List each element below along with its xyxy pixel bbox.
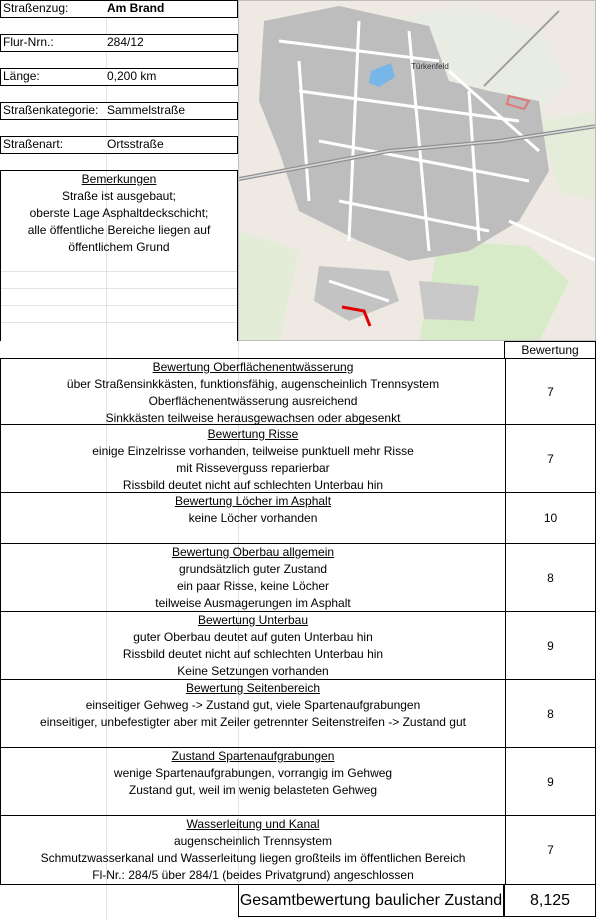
section-title: Bewertung Risse (207, 427, 299, 441)
section-title: Bewertung Oberbau allgemein (171, 545, 335, 559)
remarks-box (0, 170, 238, 341)
flur-value: 284/12 (107, 35, 144, 49)
section-superstructure (0, 544, 596, 612)
section-title: Wasserleitung und Kanal (186, 817, 320, 831)
section-holes (0, 493, 596, 544)
section-line: grundsätzlich guter Zustand (178, 562, 328, 576)
category-value: Sammelstraße (107, 103, 186, 117)
section-score: 9 (505, 748, 595, 815)
remarks-line: oberste Lage Asphaltdeckschicht; (29, 206, 209, 220)
section-line: über Straßensinkkästen, funktionsfähig, augenscheinlich Trennsystem (66, 377, 440, 391)
flur-box (0, 34, 238, 52)
section-side-area (0, 680, 596, 748)
section-score: 7 (505, 425, 595, 492)
total-value: 8,125 (504, 885, 596, 917)
section-line: teilweise Ausmagerungen im Asphalt (155, 596, 351, 610)
type-box (0, 136, 238, 154)
section-line: keine Löcher vorhanden (188, 511, 318, 525)
length-value: 0,200 km (107, 69, 157, 83)
section-line: einige Einzelrisse vorhanden, teilweise punktuell mehr Risse (92, 444, 414, 458)
section-water-sewer (0, 816, 596, 885)
section-line: einseitiger Gehweg -> Zustand gut, viele Spartenaufgrabungen (85, 698, 421, 712)
map-place-label: Türkenfeld (411, 62, 449, 71)
type-label: Straßenart: (3, 137, 64, 151)
section-title: Bewertung Unterbau (197, 613, 309, 627)
map-graphic (239, 1, 596, 341)
section-drainage (0, 359, 596, 425)
section-score: 9 (505, 612, 595, 679)
section-line: Rissbild deutet nicht auf schlechten Unterbau hin (122, 478, 384, 492)
street-name-value: Am Brand (107, 1, 165, 15)
section-score: 8 (505, 544, 595, 611)
section-line: ein paar Risse, keine Löcher (176, 579, 330, 593)
section-line: Rissbild deutet nicht auf schlechten Unterbau hin (122, 647, 384, 661)
location-map (238, 0, 596, 341)
section-score: 8 (505, 680, 595, 747)
section-title: Bewertung Oberflächenentwässerung (152, 360, 354, 374)
section-line: mit Risseverguss reparierbar (176, 461, 330, 475)
street-name-box (0, 0, 238, 18)
section-line: Sinkkästen teilweise herausgewachsen oder abgesenkt (105, 411, 401, 425)
section-line: Keine Setzungen vorhanden (177, 664, 329, 678)
section-line: Zustand gut, weil im wenig belasteten Gehweg (128, 783, 378, 797)
remarks-line: öffentlichem Grund (68, 240, 170, 254)
section-line: einseitiger, unbefestigter aber mit Zeiler getrennter Seitenstreifen -> Zustand gut (40, 715, 466, 729)
section-cracks (0, 425, 596, 493)
section-title: Zustand Spartenaufgrabungen (171, 749, 335, 763)
section-line: wenige Spartenaufgrabungen, vorrangig im Gehweg (113, 766, 393, 780)
street-name-label: Straßenzug: (3, 1, 69, 15)
section-substructure (0, 612, 596, 680)
section-line: guter Oberbau deutet auf guten Unterbau hin (133, 630, 373, 644)
section-line: Fl-Nr.: 284/5 über 284/1 (beides Privatgrund) angeschlossen (92, 868, 414, 882)
type-value: Ortsstraße (107, 137, 164, 151)
length-label: Länge: (3, 69, 40, 83)
rating-header: Bewertung (504, 341, 596, 359)
section-line: Schmutzwasserkanal und Wasserleitung liegen großteils im öffentlichen Bereich (40, 851, 466, 865)
section-title: Bewertung Löcher im Asphalt (174, 494, 332, 508)
remarks-title: Bemerkungen (81, 172, 157, 186)
category-box (0, 102, 238, 120)
section-score: 10 (505, 493, 595, 543)
length-box (0, 68, 238, 86)
remarks-line: alle öffentliche Bereiche liegen auf (27, 223, 211, 237)
total-label: Gesamtbewertung baulicher Zustand (238, 885, 504, 917)
section-line: Oberflächenentwässerung ausreichend (148, 394, 358, 408)
category-label: Straßenkategorie: (3, 103, 99, 117)
section-line: augenscheinlich Trennsystem (173, 834, 333, 848)
section-score: 7 (505, 816, 595, 884)
section-trenches (0, 748, 596, 816)
flur-label: Flur-Nrn.: (3, 35, 54, 49)
remarks-line: Straße ist ausgebaut; (61, 189, 177, 203)
section-score: 7 (505, 359, 595, 424)
section-title: Bewertung Seitenbereich (185, 681, 321, 695)
